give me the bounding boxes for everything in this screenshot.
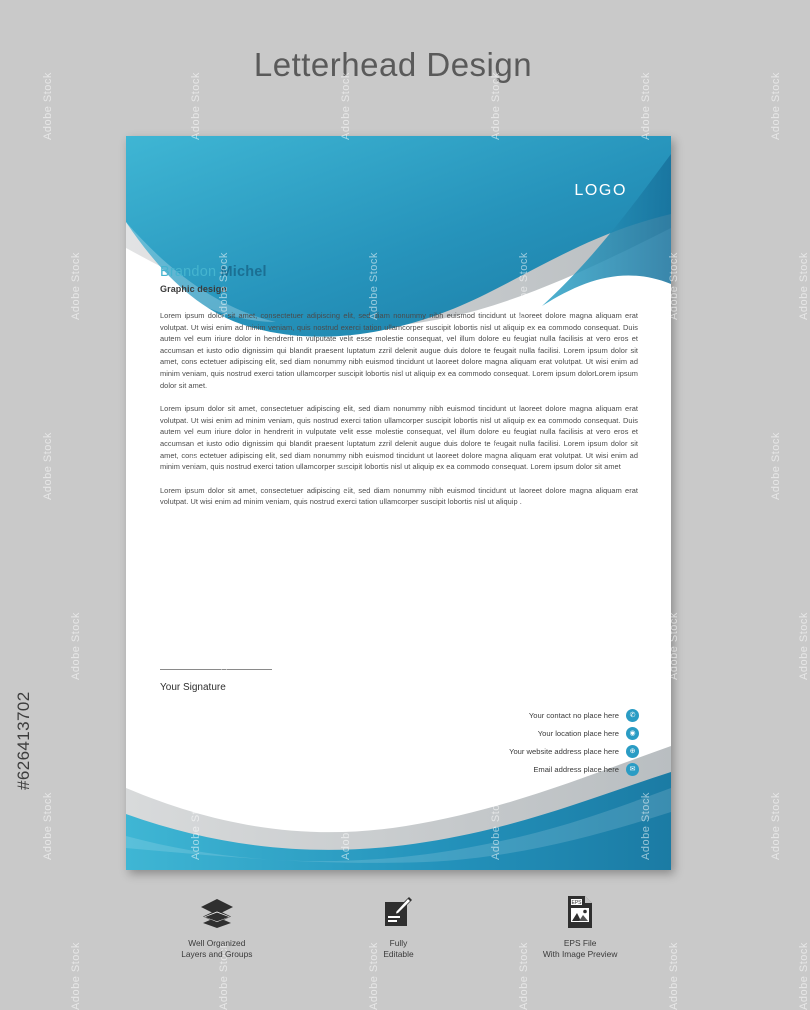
watermark-text: Adobe Stock [368, 252, 380, 320]
watermark-text: Adobe Stock [368, 942, 380, 1010]
watermark-text: Adobe Stock [70, 942, 82, 1010]
page-title: Letterhead Design [253, 46, 533, 83]
watermark-text: Adobe Stock [70, 612, 82, 680]
watermark-text: Adobe Stock [218, 942, 230, 1010]
eps-file-icon [505, 893, 655, 931]
globe-icon: ⊕ [626, 745, 639, 758]
contact-row [529, 709, 639, 722]
feature-label [505, 938, 655, 960]
name-last: Michel [220, 264, 267, 280]
watermark-text: Adobe Stock [668, 942, 680, 1010]
body-paragraph: Lorem ipsum dolor sit amet, consectetuer adipiscing elit, sed diam nonummy nibh euismod tincidunt ut laoreet dolore magna aliquam erat volutpat. Ut wisi enim ad minim veniam, quis nostrud exerci tation ullamcorper suscipit lobortis nisl ut aliquip ex ea commodo consequat. Duis autem vel eum iriure dolor in hendrerit in vulputate velit esse molestie consequat, vel illum dolore eu feugiat nulla facilisis at vero eros et accumsan et iusto odio dignissim qui blandit praesent luptatum zzril delenit augue duis dolore te feugait nulla facilisi. Lorem ipsum dolor sit amet, cons ectetuer adipiscing elit, sed diam nonummy nibh euismod tincidunt ut laoreet dolore magna aliquam erat volutpat. Ut wisi enim ad minim veniam, quis nostrud exerci tation ullamcorper suscipit lobortis nisl ut aliquip ex ea commodo consequat. Lorem ipsum dolorLorem ipsum dolor sit amet. [160, 311, 638, 390]
watermark-text: Adobe Stock [770, 432, 782, 500]
watermark-text: Adobe Stock [518, 942, 530, 1010]
letterhead-sheet [126, 136, 671, 870]
watermark-text: Adobe Stock [340, 432, 352, 500]
watermark-text: Adobe Stock [668, 612, 680, 680]
watermark-text: Adobe Stock [640, 432, 652, 500]
feature-item [142, 893, 292, 960]
feature-label [323, 938, 473, 960]
location-icon: ◉ [626, 727, 639, 740]
watermark-text: Adobe Stock [218, 612, 230, 680]
watermark-text: Adobe Stock [42, 432, 54, 500]
eps-file-icon-svg [566, 895, 594, 929]
contact-text: Your website address place here [509, 747, 619, 756]
watermark-text: Adobe Stock [340, 72, 352, 140]
signature-rule [160, 669, 272, 670]
watermark-text: Adobe Stock [218, 252, 230, 320]
watermark-text: Adobe Stock [798, 612, 810, 680]
asset-id-text: #626413702 [14, 691, 33, 790]
watermark-text: Adobe Stock [190, 72, 202, 140]
email-icon: ✉ [626, 763, 639, 776]
feature-label-line1: EPS File [563, 938, 597, 948]
feature-label-line2: With Image Preview [542, 949, 618, 959]
watermark-text: Adobe Stock [640, 792, 652, 860]
watermark-text: Adobe Stock [798, 252, 810, 320]
watermark-text: Adobe Stock [668, 252, 680, 320]
watermark-text: Adobe Stock [490, 432, 502, 500]
layers-icon [142, 893, 292, 931]
contact-text: Your contact no place here [528, 711, 619, 720]
watermark-text: Adobe Stock [798, 942, 810, 1010]
watermark-text: Adobe Stock [770, 72, 782, 140]
asset-id-watermark [14, 691, 34, 790]
watermark-text: Adobe Stock [340, 792, 352, 860]
feature-strip [126, 893, 671, 960]
role-label: Graphic design [160, 284, 227, 294]
contact-text: Email address place here [533, 765, 619, 774]
contact-list [509, 709, 639, 776]
feature-item [323, 893, 473, 960]
watermark-text: Adobe Stock [190, 792, 202, 860]
feature-label-line2: Layers and Groups [181, 949, 253, 959]
body-paragraph: Lorem ipsum dolor sit amet, consectetuer adipiscing elit, sed diam nonummy nibh euismod tincidunt ut laoreet dolore magna aliquam erat volutpat. Ut wisi enim ad minim veniam, quis nostrud exerci tation ullamcorper suscipit lobortis nisl ut aliquip ex ea commodo consequat. Duis autem vel eum iriure dolor in hendrerit in vulputate velit esse molestie consequat, vel illum dolore eu feugiat nulla facilisis at vero eros et accumsan et iusto odio dignissim qui blandit praesent luptatum zzril delenit augue duis dolore te feugait nulla facilisi. Lorem ipsum dolor sit amet, cons ectetuer adipiscing elit, sed diam nonummy nibh euismod tincidunt ut laoreet dolore magna aliquam erat volutpat. Ut wisi enim ad minim veniam, quis nostrud exerci tation ullamcorper suscipit lobortis nisl ut aliquip ex ea commodo consequat. Lorem ipsum dolor sit amet [160, 404, 638, 472]
contact-row [533, 763, 639, 776]
logo-text: LOGO [574, 182, 627, 199]
watermark-text: Adobe Stock [368, 612, 380, 680]
name-first: Brandon [160, 264, 221, 280]
pencil-edit-icon-svg [383, 896, 413, 928]
contact-text: Your location place here [537, 729, 619, 738]
watermark-text: Adobe Stock [490, 792, 502, 860]
letter-body [160, 264, 638, 520]
feature-label [142, 938, 292, 960]
feature-label-line2: Editable [383, 949, 414, 959]
recipient-name [160, 264, 638, 280]
layers-icon-svg [200, 896, 234, 928]
watermark-text: Adobe Stock [490, 72, 502, 140]
watermark-text: Adobe Stock [518, 252, 530, 320]
body-paragraph: Lorem ipsum dolor sit amet, consectetuer adipiscing elit, sed diam nonummy nibh euismod tincidunt ut laoreet dolore magna aliquam erat volutpat. Ut wisi enim ad minim veniam, quis nostrud exerci tation ullamcorper suscipit lobortis nisl ut aliquip . [160, 485, 638, 507]
watermark-text: Adobe Stock [518, 612, 530, 680]
watermark-text: Adobe Stock [770, 792, 782, 860]
watermark-text: Adobe Stock [190, 432, 202, 500]
pencil-edit-icon [323, 893, 473, 931]
watermark-text: Adobe Stock [42, 72, 54, 140]
contact-row [538, 727, 639, 740]
feature-label-line1: Fully [389, 938, 408, 948]
phone-icon: ✆ [626, 709, 639, 722]
watermark-text: Adobe Stock [640, 72, 652, 140]
feature-item [505, 893, 655, 960]
watermark-text: Adobe Stock [42, 792, 54, 860]
signature-label: Your Signature [160, 682, 226, 693]
watermark-text: Adobe Stock [70, 252, 82, 320]
svg-text:EPS: EPS [571, 900, 582, 906]
contact-row [509, 745, 639, 758]
feature-label-line1: Well Organized [188, 938, 246, 948]
signature-block [160, 669, 272, 693]
